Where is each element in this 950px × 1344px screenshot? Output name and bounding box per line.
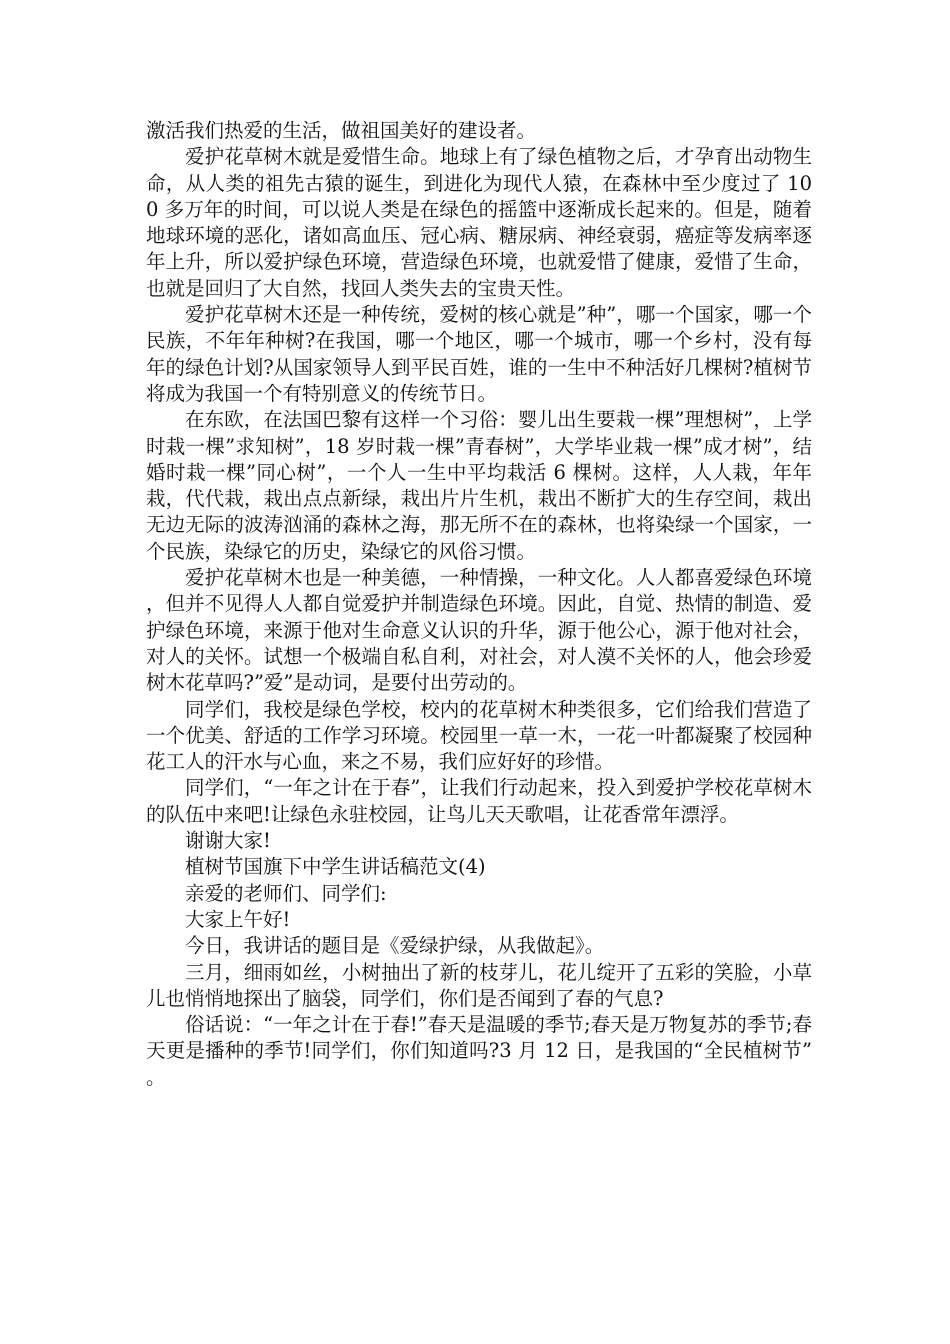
paragraph-green-school: 同学们，我校是绿色学校，校内的花草树木种类很多，它们给我们营造了一个优美、舒适的工作学习环境。校园里一草一木，一花一叶都凝聚了校园种花工人的汗水与心血，来之不易，我们应好好的珍惜。	[146, 697, 812, 774]
section-heading: 植树节国旗下中学生讲话稿范文(4)	[185, 855, 486, 879]
paragraph-call-to-action: 同学们，“一年之计在于春”，让我们行动起来，投入到爱护学校花草树木的队伍中来吧!让绿色永驻校园，让鸟儿天天歌唱，让花香常年漂浮。	[146, 776, 812, 826]
paragraph-virtue: 爱护花草树木也是一种美德，一种情操，一种文化。人人都喜爱绿色环境，但并不见得人人都自觉爱护并制造绿色环境。因此，自觉、热情的制造、爱护绿色环境，来源于他对生命意义认识的升华，源于他公心，源于他对社会，对人的关怀。试想一个极端自私自利，对社会，对人漠不关怀的人，他会珍爱树木花草吗?”爱”是动词，是要付出劳动的。	[146, 566, 812, 695]
paragraph-good-morning: 大家上午好!	[185, 907, 291, 931]
paragraph-proverb: 俗话说：“一年之计在于春!”春天是温暖的季节;春天是万物复苏的季节;春天更是播种的季节!同学们，你们知道吗?3 月 12 日，是我国的“全民植树节”。	[146, 1013, 812, 1089]
paragraph-tradition: 爱护花草树木还是一种传统，爱树的核心就是”种”，哪一个国家，哪一个民族，不年年种树?在我国，哪一个地区，哪一个城市，哪一个乡村，没有每年的绿色计划?从国家领导人到平民百姓，谁的一生中不种活好几棵树?植树节将成为我国一个有特别意义的传统节日。	[146, 303, 812, 405]
paragraph-topic: 今日，我讲话的题目是《爱绿护绿，从我做起》。	[185, 934, 605, 958]
paragraph-cherish-life: 爱护花草树木就是爱惜生命。地球上有了绿色植物之后，才孕育出动物生命，从人类的祖先古猿的诞生，到进化为现代人猿，在森林中至少度过了 100 多万年的时间，可以说人类是在绿色的摇篮中逐渐成长起来的。但是，随着地球环境的恶化，诸如高血压、冠心病、糖尿病、神经衰弱，癌症等发病率逐年上升，所以爱护绿色环境，营造绿色环境，也就爱惜了健康，爱惜了生命，也就是回归了大自然，找回人类失去的宝贵天性。	[146, 145, 812, 300]
paragraph-thanks: 谢谢大家!	[185, 829, 271, 853]
paragraph-greeting: 亲爱的老师们、同学们:	[185, 881, 387, 905]
paragraph-march: 三月，细雨如丝，小树抽出了新的枝芽儿，花儿绽开了五彩的笑脸，小草儿也悄悄地探出了脑袋，同学们，你们是否闻到了春的气息?	[146, 960, 812, 1010]
paragraph-paris-custom: 在东欧，在法国巴黎有这样一个习俗：婴儿出生要栽一棵”理想树”，上学时栽一棵”求知树”，18 岁时栽一棵”青春树”，大学毕业栽一棵”成才树”，结婚时栽一棵”同心树”，一个人一生中平均栽活 6 棵树。这样，人人栽，年年栽，代代栽，栽出点点新绿，栽出片片生机，栽出不断扩大的生存空间，栽出无边无际的波涛汹涌的森林之海，那无所不在的森林，也将染绿一个国家，一个民族，染绿它的历史，染绿它的风俗习惯。	[146, 408, 812, 563]
document-body	[146, 118, 812, 1091]
paragraph-continuation: 激活我们热爱的生活，做祖国美好的建设者。	[146, 119, 537, 142]
